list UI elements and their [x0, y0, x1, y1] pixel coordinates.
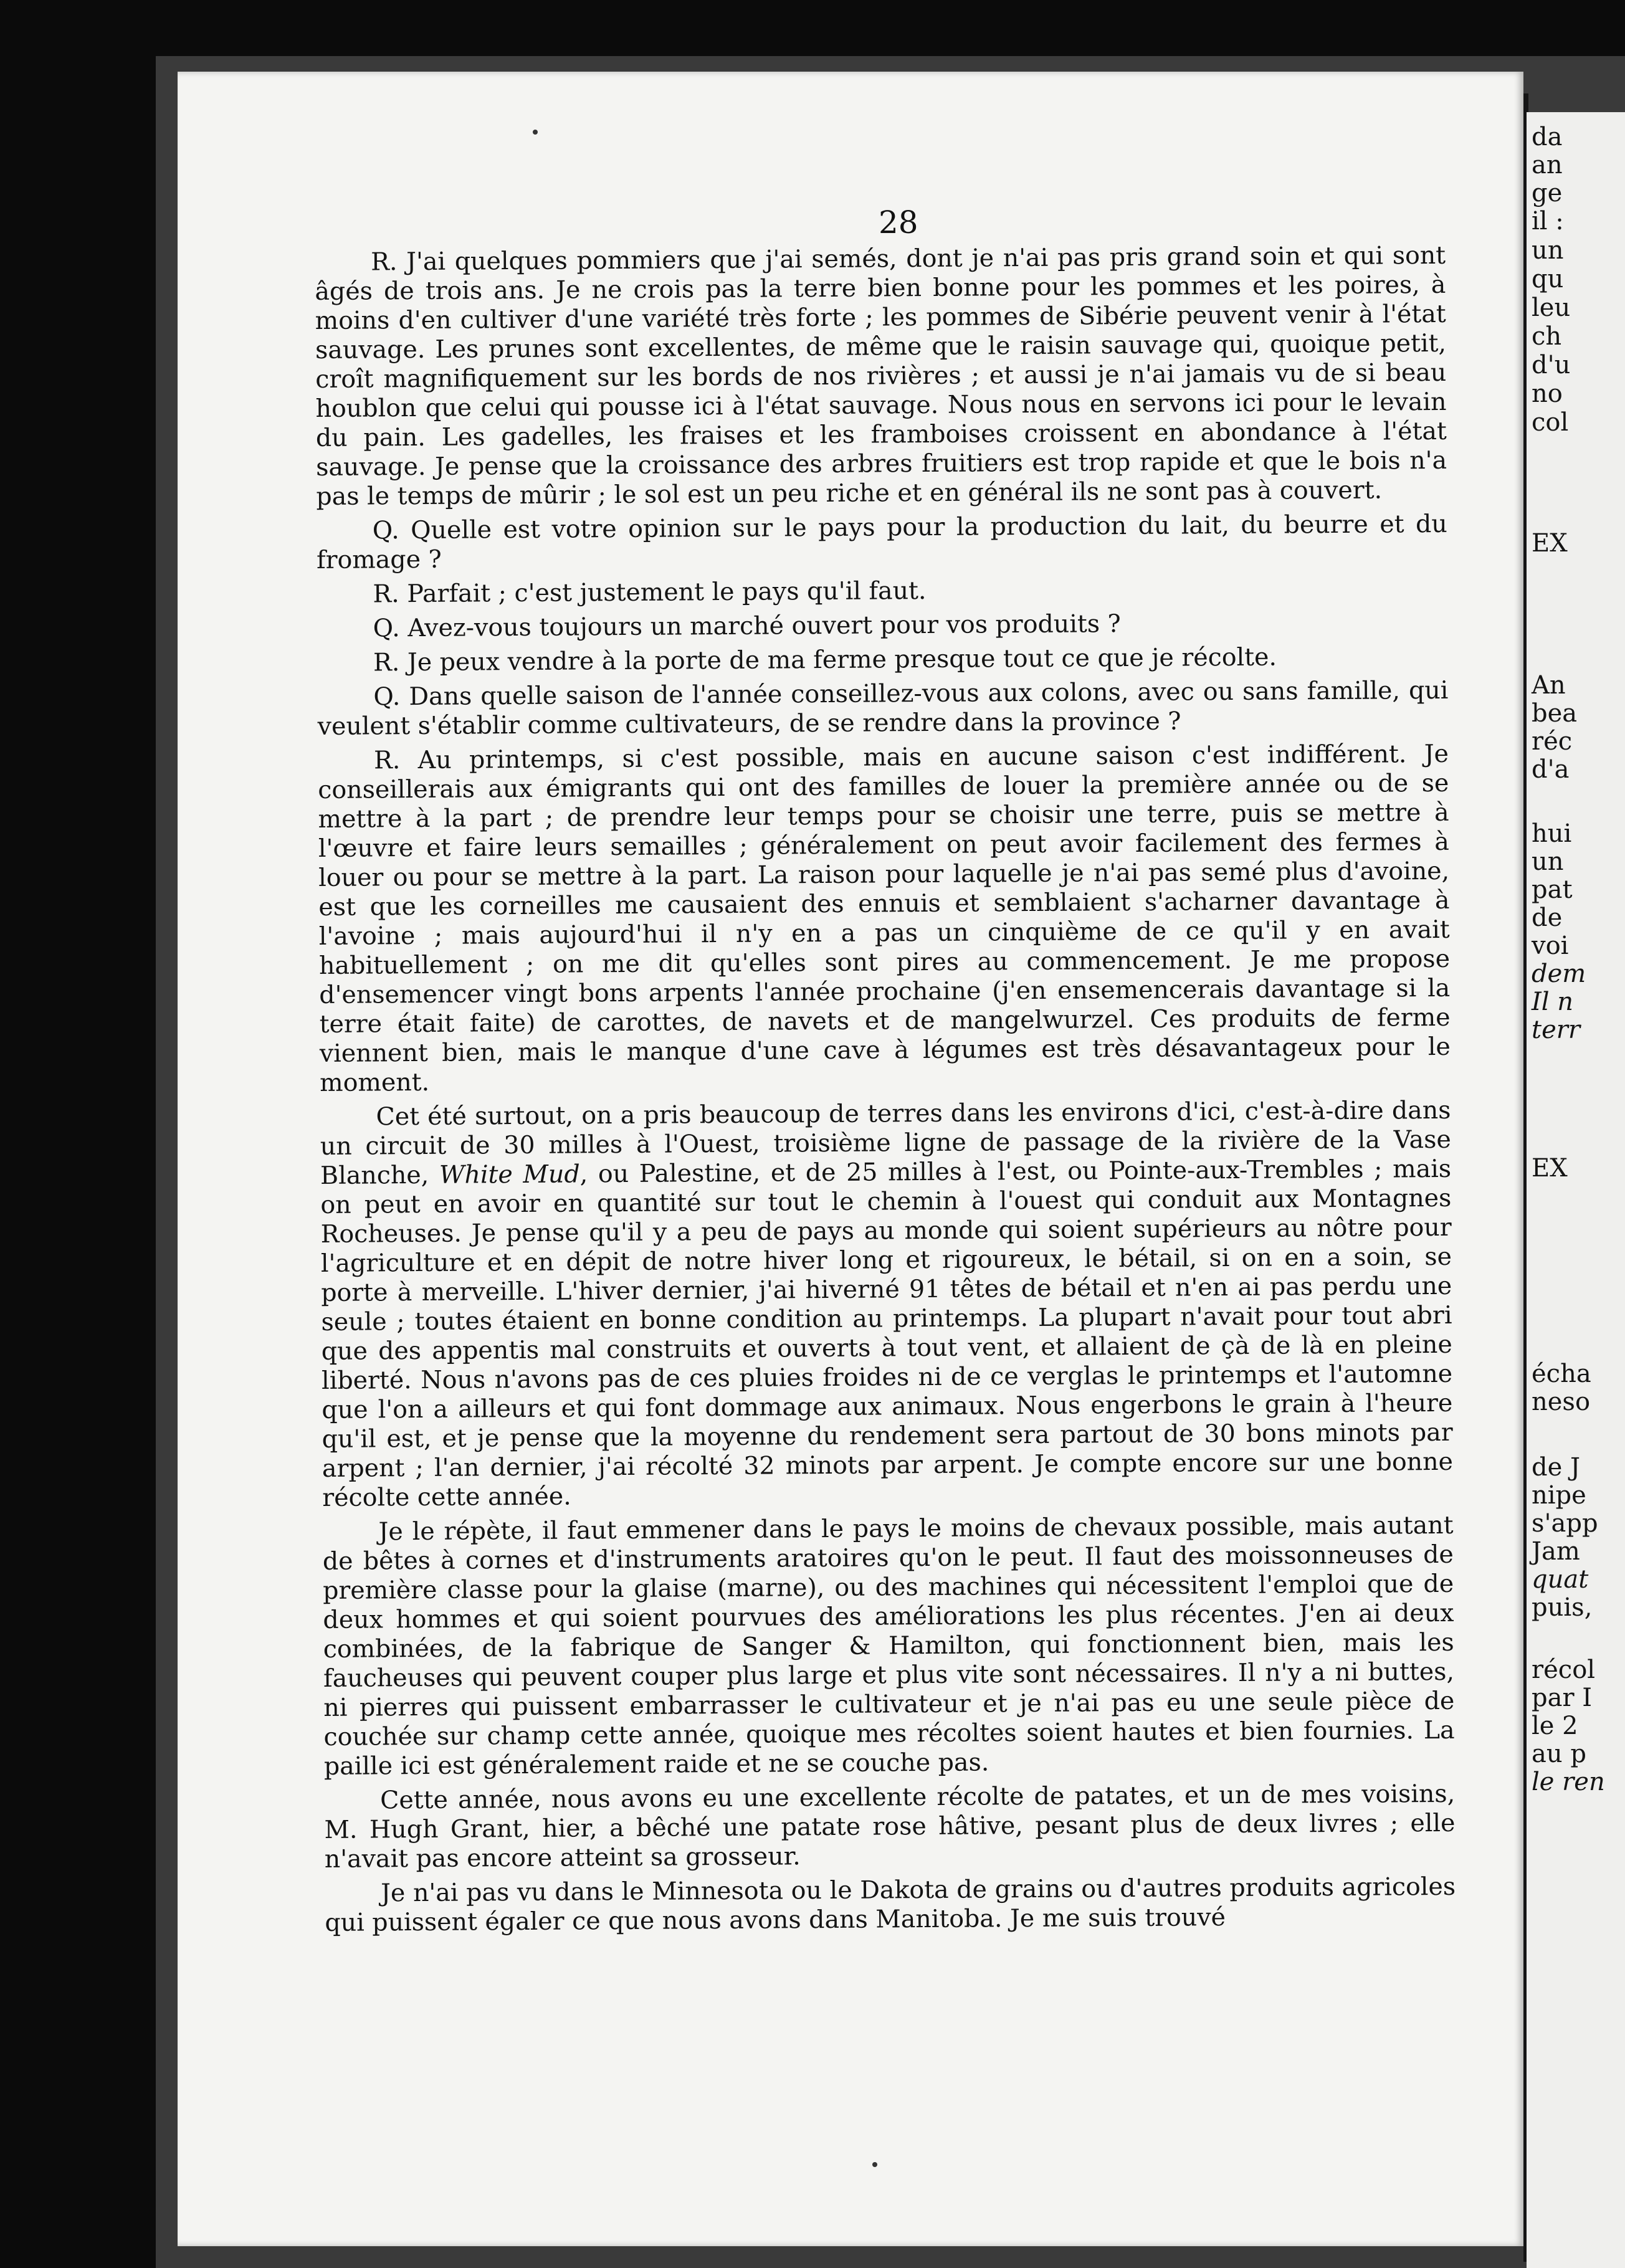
paragraph-answer-market — [317, 642, 1448, 678]
paragraph-text: Cette année, nous avons eu une excellente récolte de patates, et un de mes voisins, M. Hugh Grant, hier, a bêché une patate rose hâtive, pesant plus de deux livres ; elle n'avait pas encore atteint sa grosseur. — [324, 1779, 1456, 1874]
adjacent-page-text-fragment: An — [1532, 671, 1566, 700]
adjacent-page-text-fragment: Il n — [1532, 988, 1574, 1016]
adjacent-page-text-fragment: s'app — [1532, 1509, 1598, 1538]
adjacent-page-text-fragment: qu — [1532, 265, 1564, 293]
paragraph-comparison — [325, 1872, 1456, 1938]
adjacent-page-text-fragment: écha — [1532, 1360, 1591, 1388]
adjacent-page-text-fragment: au p — [1532, 1740, 1586, 1768]
paragraph-answer-fruit — [315, 241, 1447, 512]
adjacent-page-text-fragment: d'u — [1532, 351, 1571, 379]
adjacent-page-text-fragment: un — [1532, 236, 1564, 265]
paragraph-text: Cet été surtout, on a pris beaucoup de terres dans les environs d'ici, c'est-à-dire dans un circuit de 30 milles à l'Ouest, troisième ligne de passage de la rivière de la Vase Blanche, — [320, 1095, 1451, 1190]
paragraph-machinery — [322, 1511, 1455, 1781]
paragraph-question-market — [317, 608, 1448, 644]
speaker-label: Q. — [373, 682, 401, 712]
adjacent-page-text-fragment: col — [1532, 408, 1569, 437]
speaker-label: R. — [370, 247, 398, 277]
speaker-label: R. — [373, 746, 401, 775]
paragraph-answer-season — [318, 740, 1451, 1098]
paragraph-text: Je peux vendre à la porte de ma ferme presque tout ce que je récolte. — [407, 642, 1277, 677]
adjacent-page-text-fragment: neso — [1532, 1388, 1591, 1416]
paragraph-text: Dans quelle saison de l'année conseillez-vous aux colons, avec ou sans famille, qui veulent s'établir comme cultivateurs, de se rendre dans la province ? — [317, 675, 1449, 741]
adjacent-page-text-fragment: da — [1532, 123, 1563, 151]
adjacent-page-text-fragment: ge — [1532, 179, 1563, 207]
paragraph-text: Je n'ai pas vu dans le Minnesota ou le Dakota de grains ou d'autres produits agricoles qui puissent égaler ce que nous avons dans Manitoba. Je me suis trouvé — [325, 1872, 1456, 1937]
adjacent-page-text-fragment: an — [1532, 151, 1563, 179]
adjacent-page-text-fragment: récol — [1532, 1656, 1596, 1684]
speaker-label: R. — [373, 579, 399, 609]
adjacent-page-text-fragment: par I — [1532, 1684, 1593, 1712]
speaker-label: Q. — [373, 614, 400, 643]
body-text — [315, 241, 1456, 1943]
adjacent-page-text-fragment: no — [1532, 379, 1563, 408]
adjacent-page-text-fragment: voi — [1532, 932, 1569, 960]
adjacent-page-text-fragment: un — [1532, 847, 1564, 876]
paragraph-text: Au printemps, si c'est possible, mais en aucune saison c'est indifférent. Je conseillerais aux émigrants qui ont des familles de louer la première année ou de se mettre à la part ; de prendre leur temps pour se choisir une terre, puis se mettre à l'œuvre et faire leurs semailles ; généralement on peut avoir facilement des fermes à louer ou pour se mettre à la part. La raison pour laquelle je n'ai pas semé plus d'avoine, est que les corneilles me causaient des ennuis et semblaient s'acharner davantage à l'avoine ; mais aujourd'hui il n'y en a pas un cinquième de ce qu'il y en avait habituellement ; on me dit qu'elles sont pires au commencement. Je me propose d'ensemencer vingt bons arpents l'année prochaine (j'en ensemencerais davantage si la terre était faite) de carottes, de navets et de mangelwurzel. Ces produits de ferme viennent bien, mais le manque d'une cave à légumes est très désavantageux pour le moment. — [318, 739, 1451, 1097]
speaker-label: R. — [373, 648, 400, 677]
paragraph-text: Je le répète, il faut emmener dans le pays le moins de chevaux possible, mais autant de bêtes à cornes et d'instruments aratoires qu'on le peut. Il faut des moissonneuses de première classe pour la glaise (marne), ou des machines qui nécessitent l'emploi que de deux hommes et qui soient pourvues des améliorations les plus récentes. J'en ai deux combinées, de la fabrique de Sanger & Hamilton, qui fonctionnent bien, mais les faucheuses qui peuvent couper plus large et plus vite sont nécessaires. Il n'y a ni buttes, ni pierres qui puissent embarrasser le cultivateur et je n'ai pas eu une seule pièce de couchée sur champ cette année, quoique mes récoltes soient hautes et bien fournies. La paille ici est généralement raide et ne se couche pas. — [322, 1510, 1455, 1781]
adjacent-page-text-fragment: leu — [1532, 293, 1571, 322]
page-number: 28 — [879, 204, 918, 241]
paragraph-land — [320, 1096, 1453, 1513]
adjacent-page-text-fragment: nipe — [1532, 1481, 1586, 1510]
adjacent-page-text-fragment: Jam — [1532, 1537, 1580, 1566]
paragraph-text: Parfait ; c'est justement le pays qu'il faut. — [407, 576, 927, 609]
paragraph-italic-text: White Mud — [439, 1160, 580, 1189]
paragraph-question-season — [317, 676, 1449, 741]
paragraph-text: , ou Palestine, et de 25 milles à l'est, ou Pointe-aux-Trembles ; mais on peut en avoir en quantité sur tout le chemin à l'ouest qui conduit aux Montagnes Rocheuses. Je pense qu'il y a peu de pays au monde qui soient supérieurs au nôtre pour l'agriculture et en dépit de notre hiver long et rigoureux, le bétail, si on en a soin, se porte à merveille. L'hiver dernier, j'ai hiverné 91 têtes de bétail et n'en ai pas perdu une seule ; toutes étaient en bonne condition au printemps. La plupart n'avait pour tout abri que des appentis mal construits et ouverts à tout vent, et allaient de çà de là en pleine liberté. Nous n'avons pas de ces pluies froides ni de ce verglas le printemps et l'automne que l'on a ailleurs et qui font dommage aux animaux. Nous engerbons le grain à l'heure qu'il est, et je pense que la moyenne du rendement sera partout de 30 bons minots par arpent ; l'an dernier, j'ai récolté 32 minots par arpent. Je compte encore sur une bonne récolte cette année. — [320, 1154, 1454, 1512]
ink-speck — [533, 130, 538, 135]
adjacent-page-text-fragment: ch — [1532, 322, 1562, 351]
paragraph-question-dairy — [317, 510, 1448, 575]
adjacent-page-fragment — [1527, 112, 1625, 2268]
adjacent-page-text-fragment: terr — [1532, 1016, 1580, 1044]
adjacent-page-text-fragment: EX — [1532, 529, 1568, 558]
adjacent-page-text-fragment: réc — [1532, 727, 1573, 756]
adjacent-page-text-fragment: bea — [1532, 699, 1578, 728]
adjacent-page-text-fragment: d'a — [1532, 755, 1570, 784]
adjacent-page-text-fragment: le ren — [1532, 1768, 1605, 1796]
adjacent-page-text-fragment: hui — [1532, 819, 1572, 848]
adjacent-page-text-fragment: le 2 — [1532, 1712, 1578, 1740]
paragraph-text: Avez-vous toujours un marché ouvert pour vos produits ? — [407, 609, 1121, 643]
paragraph-text: J'ai quelques pommiers que j'ai semés, dont je n'ai pas pris grand soin et qui sont âgés de trois ans. Je ne crois pas la terre bien bonne pour les pommes et les poires, à moins d'en cultiver d'une variété très forte ; les pommes de Sibérie peuvent venir à l'état sauvage. Les prunes sont excellentes, de même que le raisin sauvage qui, quoique petit, croît magnifiquement sur les bords de nos rivières ; et aussi je n'ai jamais vu de si beau houblon que celui qui pousse ici à l'état sauvage. Nous nous en servons ici pour le levain du pain. Les gadelles, les fraises et les framboises croissent en abondance à l'état sauvage. Je pense que la croissance des arbres fruitiers est trop rapide et que le bois n'a pas le temps de mûrir ; le sol est un peu riche et en général ils ne sont pas à couvert. — [315, 241, 1447, 511]
adjacent-page-text-fragment: EX — [1532, 1154, 1568, 1183]
adjacent-page-text-fragment: pat — [1532, 875, 1573, 904]
ink-speck — [872, 2162, 877, 2167]
adjacent-page-text-fragment: quat — [1532, 1565, 1589, 1594]
paragraph-text: Quelle est votre opinion sur le pays pour la production du lait, du beurre et du fromage ? — [316, 509, 1447, 574]
adjacent-page-text-fragment: puis, — [1532, 1593, 1593, 1622]
adjacent-page-text-fragment: dem — [1532, 960, 1586, 988]
adjacent-page-text-fragment: de — [1532, 903, 1563, 932]
adjacent-page-text-fragment: de J — [1532, 1453, 1581, 1482]
adjacent-page-text-fragment: il : — [1532, 207, 1564, 236]
paragraph-potatoes — [324, 1780, 1456, 1874]
paragraph-answer-dairy — [317, 573, 1447, 609]
speaker-label: Q. — [372, 516, 399, 545]
